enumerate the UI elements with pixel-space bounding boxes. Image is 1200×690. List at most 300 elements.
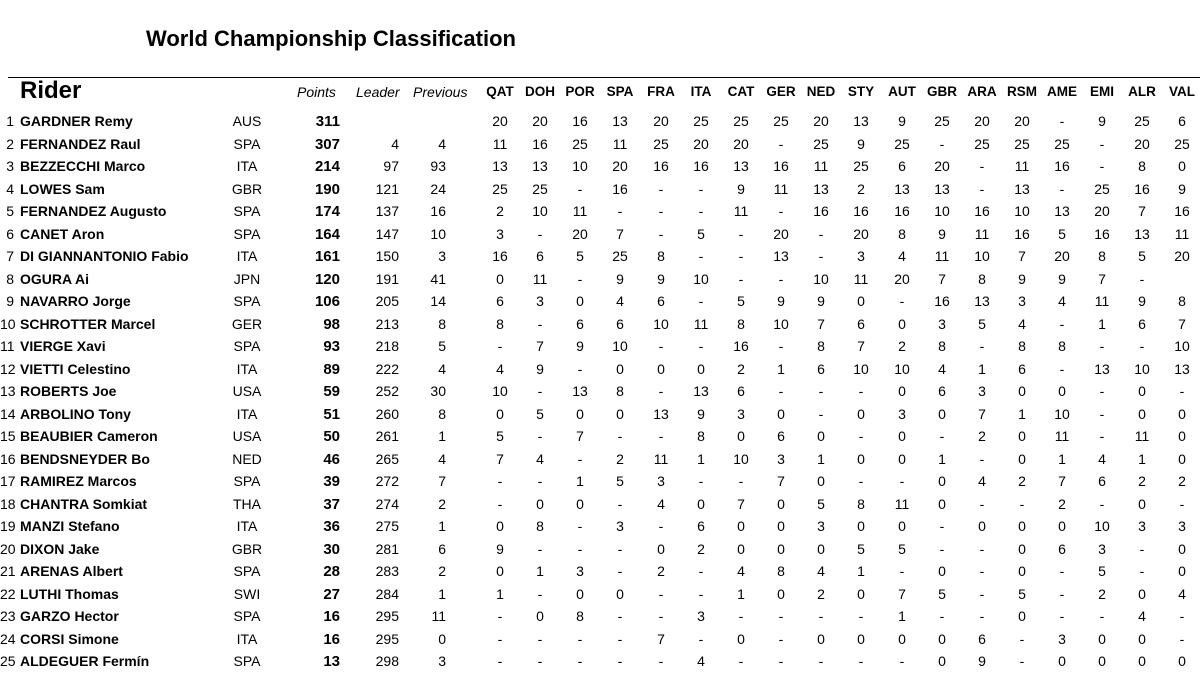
gap-to-leader: 298 — [375, 653, 399, 669]
table-row — [0, 338, 1200, 360]
race-result: 16 — [1094, 225, 1110, 242]
race-result: 13 — [1134, 225, 1150, 242]
race-result: 1 — [1058, 450, 1066, 467]
race-result: - — [1179, 630, 1185, 647]
race-result: 10 — [974, 248, 990, 264]
header-race-13: RSM — [1007, 84, 1037, 99]
rider-position: 5 — [6, 203, 14, 219]
gap-to-previous: 93 — [430, 158, 446, 174]
gap-to-leader: 274 — [375, 495, 399, 512]
race-result: - — [1059, 315, 1065, 332]
race-result: - — [577, 630, 583, 647]
rider-name: FERNANDEZ Augusto — [20, 203, 167, 219]
race-result: - — [1019, 630, 1025, 647]
race-result: 6 — [978, 630, 986, 647]
header-race-14: AME — [1047, 84, 1077, 99]
race-result: 7 — [737, 495, 745, 512]
race-result: 20 — [1134, 135, 1150, 152]
race-result: - — [979, 563, 985, 579]
race-result: 13 — [853, 113, 869, 129]
race-result: 10 — [532, 203, 548, 219]
rider-nation: SPA — [233, 135, 261, 152]
race-result: - — [818, 225, 824, 242]
gap-to-leader: 284 — [375, 585, 399, 602]
race-result: - — [1099, 608, 1105, 624]
race-result: 11 — [773, 180, 789, 197]
gap-to-leader: 281 — [375, 540, 399, 557]
race-result: - — [497, 608, 503, 624]
race-result: 13 — [733, 158, 749, 174]
header-leader: Leader — [356, 84, 400, 100]
race-result: - — [1179, 495, 1185, 512]
race-result: 4 — [1098, 450, 1106, 467]
rider-nation: ITA — [236, 360, 258, 377]
race-result: - — [617, 653, 623, 669]
gap-to-leader: 213 — [375, 315, 399, 332]
race-result: 20 — [853, 225, 869, 242]
race-result: - — [698, 293, 704, 309]
race-result: 10 — [1014, 203, 1030, 219]
race-result: 0 — [1018, 450, 1026, 467]
race-result: 0 — [898, 518, 906, 534]
race-result: 8 — [1178, 293, 1186, 309]
race-result: 7 — [616, 225, 624, 242]
race-result: 9 — [496, 540, 504, 557]
table-row — [0, 608, 1200, 630]
race-result: 0 — [1018, 383, 1026, 399]
table-row — [0, 541, 1200, 563]
race-result: - — [858, 383, 864, 399]
race-result: - — [738, 225, 744, 242]
race-result: 0 — [1058, 653, 1066, 669]
race-result: 11 — [612, 135, 628, 152]
race-result: 16 — [653, 158, 669, 174]
gap-to-previous: 41 — [430, 270, 446, 287]
race-result: 10 — [693, 270, 709, 287]
race-result: 11 — [974, 225, 990, 242]
race-result: - — [537, 383, 543, 399]
rider-name: BEAUBIER Cameron — [20, 428, 158, 444]
table-row — [0, 361, 1200, 383]
race-result: - — [818, 608, 824, 624]
race-result: 3 — [777, 450, 785, 467]
table-row — [0, 203, 1200, 225]
race-result: 1 — [697, 450, 705, 467]
rider-position: 22 — [0, 585, 16, 602]
race-result: 0 — [1018, 540, 1026, 557]
race-result: 3 — [1178, 518, 1186, 534]
race-result: - — [939, 135, 945, 152]
rider-position: 23 — [0, 608, 16, 624]
race-result: 25 — [813, 135, 829, 152]
rider-position: 25 — [0, 653, 16, 669]
rider-name: ARBOLINO Tony — [20, 405, 131, 422]
gap-to-previous: 1 — [438, 428, 446, 444]
race-result: - — [858, 473, 864, 489]
race-result: - — [979, 338, 985, 354]
race-result: 1 — [536, 563, 544, 579]
race-result: - — [698, 473, 704, 489]
table-row — [0, 518, 1200, 540]
rider-position: 3 — [6, 158, 14, 174]
race-result: - — [698, 338, 704, 354]
race-result: 20 — [492, 113, 508, 129]
race-result: - — [1099, 428, 1105, 444]
race-result: - — [617, 540, 623, 557]
race-result: 2 — [1098, 585, 1106, 602]
race-result: 0 — [898, 450, 906, 467]
race-result: 25 — [693, 113, 709, 129]
race-result: 16 — [1134, 180, 1150, 197]
table-row — [0, 406, 1200, 428]
race-result: 4 — [496, 360, 504, 377]
race-result: 9 — [777, 293, 785, 309]
race-result: 11 — [532, 270, 548, 287]
race-result: 0 — [1058, 518, 1066, 534]
race-result: 8 — [777, 563, 785, 579]
race-result: 0 — [857, 630, 865, 647]
race-result: 3 — [1058, 630, 1066, 647]
race-result: 8 — [857, 495, 865, 512]
race-result: - — [858, 428, 864, 444]
race-result: - — [738, 653, 744, 669]
rider-name: ROBERTS Joe — [20, 383, 117, 399]
rider-nation: SPA — [233, 203, 261, 219]
race-result: 2 — [817, 585, 825, 602]
rider-position: 6 — [6, 225, 14, 242]
race-result: 2 — [616, 450, 624, 467]
rider-position: 17 — [0, 473, 16, 489]
rider-points: 164 — [314, 225, 340, 243]
race-result: - — [899, 563, 905, 579]
rider-position: 13 — [0, 383, 16, 399]
race-result: - — [1139, 338, 1145, 354]
race-result: 5 — [536, 405, 544, 422]
race-result: - — [617, 630, 623, 647]
race-result: - — [658, 180, 664, 197]
gap-to-previous: 5 — [438, 338, 446, 354]
race-result: 11 — [1094, 293, 1110, 309]
race-result: 0 — [496, 518, 504, 534]
race-result: 20 — [974, 113, 990, 129]
race-result: 5 — [1018, 585, 1026, 602]
race-result: 6 — [1138, 315, 1146, 332]
race-result: 25 — [1054, 135, 1070, 152]
race-result: 6 — [536, 248, 544, 264]
rider-name: CHANTRA Somkiat — [20, 495, 148, 512]
gap-to-leader: 261 — [375, 428, 399, 444]
race-result: 11 — [653, 450, 669, 467]
race-result: 8 — [1058, 338, 1066, 354]
race-result: 0 — [657, 540, 665, 557]
race-result: 1 — [817, 450, 825, 467]
race-result: 5 — [1138, 248, 1146, 264]
rider-points: 50 — [323, 428, 340, 445]
header-rule — [8, 77, 1200, 78]
table-row — [0, 248, 1200, 270]
rider-name: ALDEGUER Fermín — [20, 653, 150, 669]
rider-points: 214 — [314, 158, 340, 175]
race-result: 9 — [857, 135, 865, 152]
race-result: 1 — [1138, 450, 1146, 467]
race-result: - — [698, 203, 704, 219]
table-row — [0, 293, 1200, 315]
race-result: 6 — [496, 293, 504, 309]
race-result: - — [858, 608, 864, 624]
gap-to-leader: 137 — [375, 203, 399, 219]
race-result: 2 — [1018, 473, 1026, 489]
race-result: 25 — [894, 135, 910, 152]
race-result: - — [1099, 405, 1105, 422]
race-result: 25 — [773, 113, 789, 129]
race-result: - — [778, 630, 784, 647]
gap-to-leader: 150 — [375, 248, 399, 264]
race-result: 25 — [532, 180, 548, 197]
race-result: 7 — [777, 473, 785, 489]
header-race-17: VAL — [1169, 84, 1195, 99]
race-result: 0 — [616, 585, 624, 602]
race-result: 5 — [697, 225, 705, 242]
race-result: 7 — [1098, 270, 1106, 287]
race-result: 0 — [1138, 495, 1146, 512]
header-race-10: AUT — [888, 84, 916, 99]
race-result: 7 — [857, 338, 865, 354]
race-result: - — [979, 540, 985, 557]
race-result: - — [738, 473, 744, 489]
race-result: 25 — [974, 135, 990, 152]
race-result: 11 — [1054, 428, 1070, 444]
race-result: 0 — [938, 405, 946, 422]
header-race-11: GBR — [927, 84, 957, 99]
race-result: 0 — [978, 518, 986, 534]
race-result: 0 — [898, 315, 906, 332]
table-row — [0, 428, 1200, 450]
race-result: 0 — [817, 540, 825, 557]
race-result: 1 — [978, 360, 986, 377]
race-result: - — [1059, 113, 1065, 129]
race-result: 5 — [817, 495, 825, 512]
race-result: - — [658, 608, 664, 624]
race-result: 6 — [777, 428, 785, 444]
race-result: - — [577, 270, 583, 287]
rider-position: 9 — [6, 293, 14, 309]
rider-name: VIERGE Xavi — [20, 338, 106, 354]
rider-position: 7 — [6, 248, 14, 264]
rider-points: 37 — [323, 495, 340, 513]
race-result: - — [979, 608, 985, 624]
race-result: 0 — [576, 585, 584, 602]
race-result: 4 — [978, 473, 986, 489]
rider-points: 307 — [314, 135, 340, 153]
rider-name: ARENAS Albert — [20, 563, 123, 579]
rider-nation: ITA — [236, 630, 258, 647]
race-result: 2 — [1178, 473, 1186, 489]
table-row — [0, 563, 1200, 585]
race-result: 16 — [773, 158, 789, 174]
race-result: - — [658, 585, 664, 602]
race-result: - — [979, 158, 985, 174]
race-result: 0 — [1178, 405, 1186, 422]
race-result: - — [617, 563, 623, 579]
race-result: 16 — [572, 113, 588, 129]
race-result: 6 — [817, 360, 825, 377]
race-result: 5 — [857, 540, 865, 557]
gap-to-leader: 222 — [375, 360, 399, 377]
race-result: 0 — [857, 293, 865, 309]
race-result: - — [658, 383, 664, 399]
race-result: 8 — [657, 248, 665, 264]
race-result: 7 — [1138, 203, 1146, 219]
race-result: - — [939, 540, 945, 557]
race-result: 7 — [817, 315, 825, 332]
race-result: 7 — [576, 428, 584, 444]
race-result: 9 — [657, 270, 665, 287]
header-rider: Rider — [20, 77, 82, 104]
race-result: - — [497, 495, 503, 512]
race-result: 4 — [657, 495, 665, 512]
rider-nation: SPA — [233, 653, 261, 669]
rider-position: 12 — [0, 360, 16, 377]
race-result: - — [698, 180, 704, 197]
rider-position: 2 — [6, 135, 14, 152]
race-result: 10 — [934, 203, 950, 219]
race-result: 13 — [492, 158, 508, 174]
race-result: 25 — [1174, 135, 1190, 152]
race-result: 16 — [1014, 225, 1030, 242]
race-result: 0 — [938, 473, 946, 489]
race-result: - — [738, 608, 744, 624]
gap-to-previous: 4 — [438, 360, 446, 377]
gap-to-previous: 16 — [430, 203, 446, 219]
race-result: 13 — [612, 113, 628, 129]
table-row — [0, 158, 1200, 180]
race-result: 5 — [938, 585, 946, 602]
race-result: 0 — [898, 630, 906, 647]
race-result: - — [497, 630, 503, 647]
rider-name: CORSI Simone — [20, 630, 119, 647]
race-result: - — [658, 338, 664, 354]
race-result: 4 — [697, 653, 705, 669]
race-result: 9 — [938, 225, 946, 242]
rider-points: 16 — [323, 630, 340, 648]
gap-to-previous: 0 — [438, 630, 446, 647]
race-result: - — [818, 248, 824, 264]
race-result: 0 — [817, 630, 825, 647]
race-result: 0 — [1018, 563, 1026, 579]
race-result: 2 — [857, 180, 865, 197]
race-result: 0 — [777, 405, 785, 422]
table-row — [0, 181, 1200, 203]
rider-name: GARDNER Remy — [20, 113, 133, 129]
race-result: 3 — [1018, 293, 1026, 309]
rider-nation: ITA — [236, 518, 258, 534]
race-result: 16 — [532, 135, 548, 152]
race-result: 20 — [1014, 113, 1030, 129]
race-result: 1 — [938, 450, 946, 467]
race-result: 0 — [737, 428, 745, 444]
race-result: 9 — [576, 338, 584, 354]
race-result: 6 — [657, 293, 665, 309]
race-result: 7 — [1058, 473, 1066, 489]
race-result: 5 — [737, 293, 745, 309]
header-race-16: ALR — [1128, 84, 1156, 99]
race-result: 2 — [496, 203, 504, 219]
race-result: 5 — [496, 428, 504, 444]
race-result: 9 — [737, 180, 745, 197]
race-result: 9 — [1098, 113, 1106, 129]
race-result: 8 — [938, 338, 946, 354]
race-result: 13 — [1094, 360, 1110, 377]
race-result: 1 — [777, 360, 785, 377]
race-result: - — [658, 518, 664, 534]
rider-nation: SPA — [233, 225, 261, 242]
rider-points: 39 — [323, 473, 340, 490]
race-result: 6 — [1178, 113, 1186, 129]
gap-to-leader: 283 — [375, 563, 399, 579]
gap-to-leader: 121 — [375, 180, 399, 197]
header-race-9: STY — [847, 84, 875, 99]
race-result: 13 — [934, 180, 950, 197]
race-result: 7 — [1178, 315, 1186, 332]
rider-position: 24 — [0, 630, 16, 647]
race-result: 3 — [1138, 518, 1146, 534]
race-result: 3 — [576, 563, 584, 579]
race-result: 1 — [576, 473, 584, 489]
race-result: 3 — [898, 405, 906, 422]
rider-points: 311 — [315, 113, 340, 130]
rider-name: SCHROTTER Marcel — [20, 315, 156, 332]
gap-to-previous: 8 — [438, 405, 446, 422]
race-result: 7 — [496, 450, 504, 467]
race-result: - — [658, 653, 664, 669]
race-result: 5 — [1098, 563, 1106, 579]
race-result: - — [698, 630, 704, 647]
race-result: 20 — [1094, 203, 1110, 219]
gap-to-leader: 205 — [375, 293, 399, 309]
race-result: 10 — [612, 338, 628, 354]
race-result: 1 — [857, 563, 865, 579]
race-result: 16 — [974, 203, 990, 219]
race-result: 0 — [576, 495, 584, 512]
rider-nation: SPA — [233, 608, 261, 624]
race-result: 2 — [1138, 473, 1146, 489]
rider-name: VIETTI Celestino — [20, 360, 131, 377]
rider-name: RAMIREZ Marcos — [20, 473, 137, 489]
gap-to-previous: 10 — [430, 225, 446, 242]
race-result: 11 — [733, 203, 749, 219]
rider-name: NAVARRO Jorge — [20, 293, 131, 309]
race-result: - — [899, 653, 905, 669]
race-result: 3 — [657, 473, 665, 489]
race-result: 8 — [616, 383, 624, 399]
race-result: 25 — [572, 135, 588, 152]
race-result: 25 — [934, 113, 950, 129]
race-result: 2 — [657, 563, 665, 579]
gap-to-leader: 295 — [375, 630, 399, 647]
race-result: - — [1139, 540, 1145, 557]
race-result: 7 — [898, 585, 906, 602]
race-result: 0 — [1138, 405, 1146, 422]
race-result: 0 — [496, 405, 504, 422]
race-result: 13 — [1054, 203, 1070, 219]
race-result: 8 — [697, 428, 705, 444]
table-row — [0, 316, 1200, 338]
race-result: 16 — [853, 203, 869, 219]
race-result: 7 — [938, 270, 946, 287]
race-result: 7 — [657, 630, 665, 647]
rider-nation: JPN — [233, 270, 261, 287]
race-result: - — [738, 248, 744, 264]
